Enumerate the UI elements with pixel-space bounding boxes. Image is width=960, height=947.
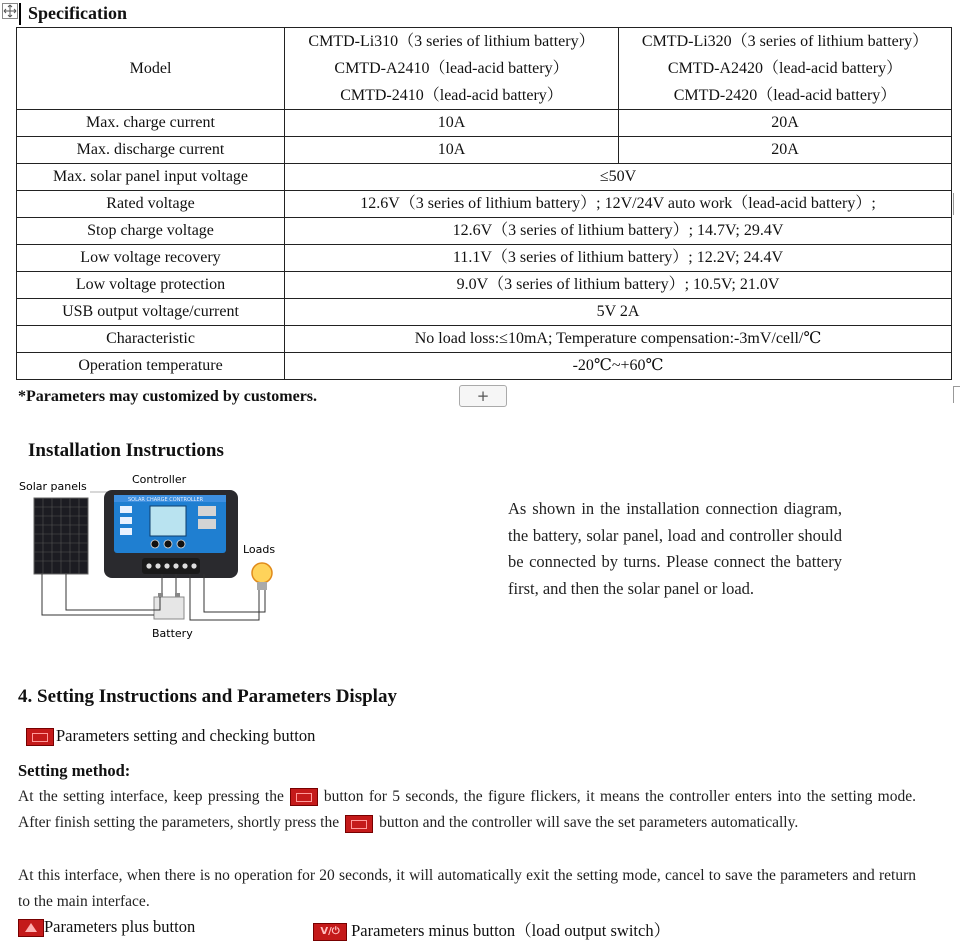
table-row	[17, 191, 952, 218]
table-row	[17, 272, 952, 299]
row-label: Low voltage protection	[17, 272, 285, 299]
model-right-2: CMTD-A2420（lead-acid battery）	[667, 60, 903, 77]
p1-part-a: At the setting interface, keep pressing the	[18, 788, 284, 805]
set-button-icon	[26, 728, 54, 746]
battery-icon	[154, 593, 184, 619]
model-right-3: CMTD-2420（lead-acid battery）	[673, 87, 897, 104]
table-row	[17, 137, 952, 164]
table-row	[17, 299, 952, 326]
table-row	[17, 164, 952, 191]
row-value: 11.1V（3 series of lithium battery）; 12.2V; 24.4V	[285, 245, 952, 272]
table-row	[17, 218, 952, 245]
row-value-left: 10A	[285, 110, 619, 137]
set-button-icon	[345, 815, 373, 833]
section-marker	[19, 3, 21, 25]
p1-part-c: button and the controller will save the set parameters automatically.	[379, 814, 799, 832]
table-row	[17, 326, 952, 353]
solar-panel-icon	[34, 498, 88, 574]
light-bulb-icon	[252, 563, 272, 590]
table-note: *Parameters may customized by customers.	[18, 388, 318, 405]
table-row	[17, 110, 952, 137]
table-row	[17, 353, 952, 380]
row-value-left: 10A	[285, 137, 619, 164]
table-row	[17, 28, 952, 110]
method-paragraph-2: At this interface, when there is no operation for 20 seconds, it will automatically exit the setting mode, cancel to save the parameters and return to the main interface.	[18, 867, 916, 911]
controller-brand: SOLAR CHARGE CONTROLLER	[128, 497, 204, 503]
minus-button-text: Parameters minus button（load output switch）	[351, 921, 671, 940]
controller-icon	[104, 490, 238, 578]
column-resize-handle[interactable]	[953, 193, 960, 215]
row-value: No load loss:≤10mA; Temperature compensation:-3mV/cell/℃	[285, 326, 952, 353]
spec-table	[16, 27, 952, 380]
model-left-1: CMTD-Li310（3 series of lithium battery）	[308, 33, 595, 50]
plus-button-item	[18, 917, 195, 937]
setting-section-title: 4. Setting Instructions and Parameters Display	[18, 686, 397, 707]
row-value: 9.0V（3 series of lithium battery）; 10.5V; 21.0V	[285, 272, 952, 299]
row-value: 5V 2A	[285, 299, 952, 326]
spec-title: Specification	[28, 3, 127, 23]
model-right-cell	[619, 28, 952, 110]
row-label: Operation temperature	[17, 353, 285, 380]
installation-title: Installation Instructions	[28, 440, 224, 461]
model-right-1: CMTD-Li320（3 series of lithium battery）	[641, 33, 929, 50]
model-left-cell	[285, 28, 619, 110]
method-title: Setting method:	[18, 761, 131, 780]
controller-label: Controller	[132, 473, 187, 486]
row-label: Max. solar panel input voltage	[17, 164, 285, 191]
installation-diagram	[14, 470, 294, 645]
row-value: -20℃~+60℃	[285, 353, 952, 380]
plus-button-text: Parameters plus button	[44, 917, 196, 936]
row-value: 12.6V（3 series of lithium battery）; 12V/24V auto work（lead-acid battery）;	[285, 191, 952, 218]
set-button-text: Parameters setting and checking button	[56, 726, 316, 745]
add-row-button[interactable]: +	[459, 385, 507, 407]
p1-part-b: button for 5 seconds, the figure flickers, it means the controller enters into the setting mode. After finish setting the parameters, shortly press the	[18, 788, 916, 832]
row-label: Stop charge voltage	[17, 218, 285, 245]
row-label: USB output voltage/current	[17, 299, 285, 326]
method-paragraph-1	[18, 784, 916, 837]
battery-label: Battery	[152, 627, 193, 640]
minus-button-item	[313, 917, 670, 941]
loads-label: Loads	[243, 543, 276, 556]
row-label: Characteristic	[17, 326, 285, 353]
solar-panels-label: Solar panels	[19, 480, 87, 493]
minus-button-icon: V/⏻	[313, 923, 347, 941]
set-button-row	[26, 726, 315, 746]
installation-text: As shown in the installation connection diagram, the battery, solar panel, load and controller should be connected by turns. Please connect the battery first, and then the solar panel or load.	[508, 499, 842, 598]
row-label: Rated voltage	[17, 191, 285, 218]
model-left-3: CMTD-2410（lead-acid battery）	[340, 87, 563, 104]
model-label: Model	[17, 28, 285, 110]
row-value-right: 20A	[619, 137, 952, 164]
row-label: Max. discharge current	[17, 137, 285, 164]
row-value: ≤50V	[285, 164, 952, 191]
model-left-2: CMTD-A2410（lead-acid battery）	[334, 60, 569, 77]
plus-button-icon	[18, 919, 44, 937]
table-resize-handle[interactable]	[953, 386, 960, 403]
set-button-icon	[290, 788, 318, 806]
row-value: 12.6V（3 series of lithium battery）; 14.7V; 29.4V	[285, 218, 952, 245]
row-label: Max. charge current	[17, 110, 285, 137]
row-label: Low voltage recovery	[17, 245, 285, 272]
table-row	[17, 245, 952, 272]
table-move-handle-icon[interactable]	[2, 3, 18, 19]
row-value-right: 20A	[619, 110, 952, 137]
